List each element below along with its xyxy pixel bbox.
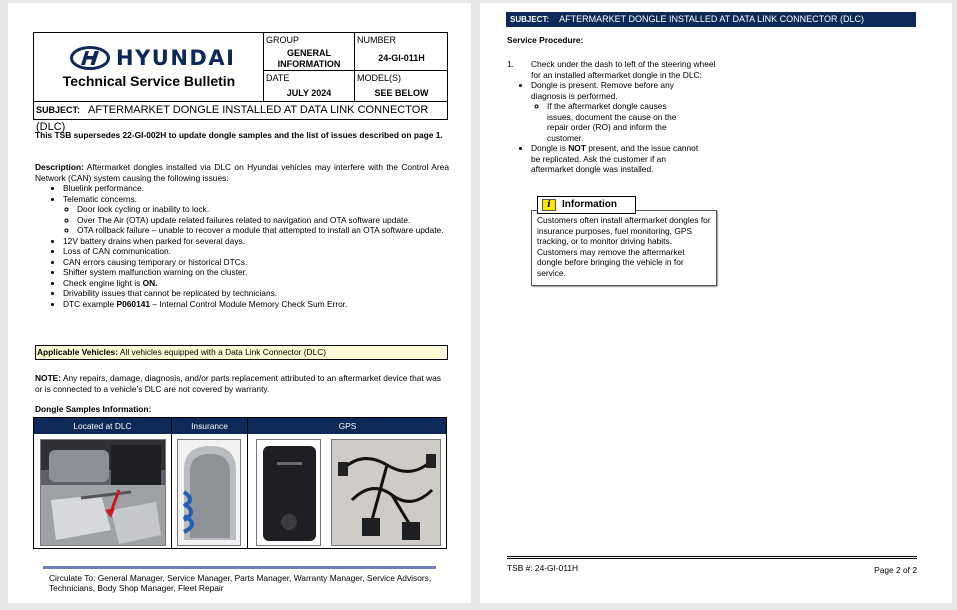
list-item (63, 278, 449, 289)
list-item: • Bluelink performance. (63, 183, 449, 194)
step-sublist (547, 101, 677, 143)
step-list (531, 80, 701, 175)
page-1 (8, 3, 471, 603)
subject-label: SUBJECT: (36, 105, 81, 115)
step-text: Check under the dash to left of the steering wheel for an installed aftermarket dongle in the DLC: (531, 59, 716, 80)
applicable-label: Applicable Vehicles: (37, 347, 118, 357)
list-item: • Shifter system malfunction warning on the cluster. (63, 267, 449, 278)
description-section (35, 162, 449, 309)
page-footer (507, 556, 917, 573)
list-item: ◦ Over The Air (OTA) update related failures related to navigation and OTA software update. (77, 215, 449, 226)
date-cell (264, 71, 355, 101)
footer-page-number: Page 2 of 2 (874, 565, 917, 575)
info-icon: i (542, 199, 556, 211)
dongle-not-suffix: present, and the issue cannot be replicated. Ask the customer if an aftermarket dongle was installed. (531, 143, 699, 174)
col-insurance: Insurance (191, 421, 228, 431)
dtc-prefix: DTC example (63, 298, 115, 309)
service-procedure-heading: Service Procedure: (507, 35, 584, 45)
applicable-value: All vehicles equipped with a Data Link Connector (DLC) (119, 347, 327, 357)
procedure-step-1 (507, 59, 737, 175)
model-cell (355, 71, 448, 101)
note-text: Any repairs, damage, diagnosis, and/or parts replacement attributed to an aftermarket device that was or is connected to a vehicle’s DLC are not covered by warranty. (35, 373, 441, 394)
col-gps: GPS (338, 421, 357, 431)
group-cell (264, 33, 355, 71)
col-located-at-dlc: Located at DLC (73, 421, 132, 431)
dongle-not-bold: NOT (568, 143, 586, 153)
dlc-photo-image (41, 440, 166, 546)
applicable-vehicles-box (35, 345, 448, 360)
model-value: SEE BELOW (374, 88, 429, 98)
information-tab (537, 196, 636, 214)
list-item: • CAN errors causing temporary or historical DTCs. (63, 257, 449, 268)
hyundai-logo (70, 46, 236, 70)
list-item: • Drivability issues that cannot be replicated by technicians. (63, 288, 449, 299)
number-cell (355, 33, 448, 71)
group-value: GENERAL INFORMATION (277, 48, 341, 69)
issues-list (63, 183, 449, 309)
footer-tsb-number: TSB #: 24-GI-011H (507, 563, 579, 573)
date-label: DATE (266, 73, 290, 83)
hyundai-emblem-icon (70, 46, 110, 70)
information-title: Information (562, 199, 617, 210)
supersedes-note: This TSB supersedes 22-GI-002H to update dongle samples and the list of issues described on page 1. (35, 130, 443, 140)
dongle-table-header (34, 418, 446, 434)
circulate-footer: Circulate To: General Manager, Service Manager, Parts Manager, Warranty Manager, Service Advisors, Technicians, Body Shop Manager, Fleet Repair (43, 566, 436, 593)
list-item: ◦ If the aftermarket dongle causes issues, document the cause on the repair order (RO) and inform the customer. (547, 101, 677, 143)
table-divider (247, 418, 248, 548)
gps-harness-image (332, 440, 441, 546)
dlc-location-photo (40, 439, 166, 546)
gps-dongle-image (257, 440, 321, 546)
table-divider (171, 418, 172, 548)
bulletin-title: Technical Service Bulletin (62, 73, 236, 89)
list-item (63, 299, 449, 310)
list-item: • Loss of CAN communication. (63, 246, 449, 257)
description-paragraph (35, 162, 449, 183)
note-label: NOTE: (35, 373, 62, 383)
dtc-suffix: – Internal Control Module Memory Check Sum Error. (152, 298, 348, 309)
list-item (63, 194, 449, 236)
telematic-label: Telematic concerns. (63, 193, 138, 204)
subject-label: SUBJECT: (510, 15, 550, 24)
warranty-note (35, 373, 449, 394)
subject-value: AFTERMARKET DONGLE INSTALLED AT DATA LINK CONNECTOR (DLC) (559, 14, 865, 24)
list-item: • 12V battery drains when parked for several days. (63, 236, 449, 247)
dongle-samples-table (33, 417, 447, 549)
model-label: MODEL(S) (357, 73, 402, 83)
dongle-not-prefix: Dongle is (531, 143, 566, 153)
list-item: ◦ OTA rollback failure – unable to recover a module that attempted to install an OTA software update. (77, 225, 449, 236)
number-value: 24-GI-011H (378, 53, 425, 63)
description-text: Aftermarket dongles installed via DLC on Hyundai vehicles may interfere with the Control Area Network (CAN) system causing the following issues: (35, 162, 449, 183)
tsb-header-table (33, 32, 448, 133)
dongle-present-text: Dongle is present. Remove before any diagnosis is performed. (531, 80, 674, 101)
insurance-dongle-photo (177, 439, 241, 546)
date-value: JULY 2024 (286, 88, 332, 98)
hyundai-wordmark: HYUNDAI (116, 46, 236, 70)
subject-row (34, 101, 447, 133)
list-item: ◦ Door lock cycling or inability to lock. (77, 204, 449, 215)
group-label: GROUP (266, 35, 300, 45)
number-label: NUMBER (357, 35, 397, 45)
insurance-dongle-image (178, 440, 241, 546)
list-item (531, 80, 701, 143)
gps-harness-photo (331, 439, 441, 546)
brand-cell (34, 33, 264, 101)
engine-text: Check engine light is (63, 277, 141, 288)
subject-value: AFTERMARKET DONGLE INSTALLED AT DATA LINK CONNECTOR (DLC) (36, 104, 429, 133)
gps-dongle-photo (256, 439, 321, 546)
description-label: Description: (35, 162, 84, 172)
dtc-code: P060141 (116, 298, 151, 309)
telematic-sublist (77, 204, 449, 236)
page-2 (480, 3, 952, 603)
information-box: Customers often install aftermarket dongles for insurance purposes, fuel monitoring, GPS tracking, or to monitor driving habits. Customers may remove the aftermarket dongle before bringing the vehicle in for service. (531, 210, 717, 286)
subject-bar (506, 12, 916, 27)
engine-bold: ON. (142, 277, 158, 288)
list-item (531, 143, 701, 175)
step-number: 1. (507, 59, 514, 69)
dongle-samples-heading: Dongle Samples Information: (35, 404, 152, 414)
